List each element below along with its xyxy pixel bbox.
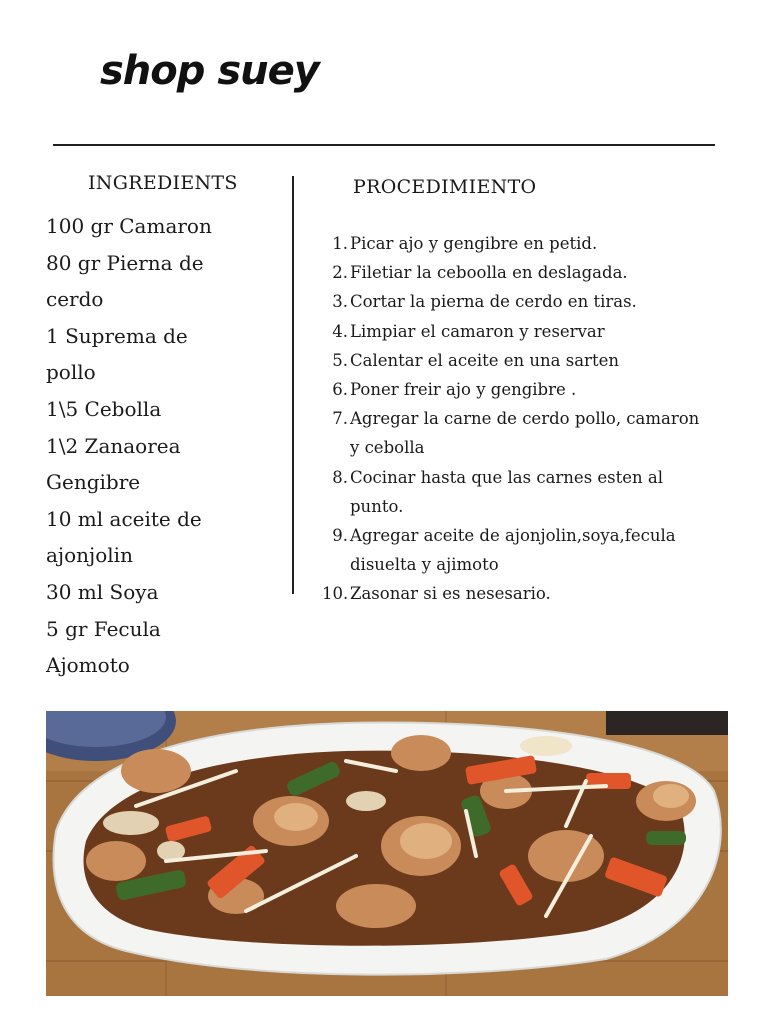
ingredient-line: 5 gr Fecula — [46, 616, 161, 641]
procedure-heading: PROCEDIMIENTO — [353, 176, 537, 198]
procedure-step — [322, 287, 702, 316]
ingredient-line: ajonjolin — [46, 543, 133, 568]
ingredient-line: 10 ml aceite de — [46, 506, 202, 531]
ingredient-line: 30 ml Soya — [46, 579, 159, 604]
procedure-step — [322, 463, 702, 521]
step-number: 10. — [322, 584, 349, 604]
ingredients-list — [46, 208, 266, 684]
ingredient-line: Gengibre — [46, 470, 141, 495]
procedure-step — [322, 229, 702, 258]
ingredient-line: cerdo — [46, 287, 104, 312]
ingredient-line: 80 gr Pierna de — [46, 250, 204, 275]
column-divider — [292, 176, 294, 594]
step-number: 7. — [332, 409, 348, 429]
step-text: Limpiar el camaron y reservar — [350, 321, 605, 341]
ingredients-heading: INGREDIENTS — [88, 172, 238, 194]
ingredient-line: pollo — [46, 360, 96, 385]
step-number: 8. — [332, 467, 348, 487]
step-number: 4. — [332, 321, 348, 341]
procedure-step — [322, 258, 702, 287]
step-text: Cocinar hasta que las carnes esten al punto. — [350, 467, 664, 516]
step-number: 5. — [332, 350, 348, 370]
ingredient-line: 100 gr Camaron — [46, 214, 212, 238]
procedure-step — [322, 375, 702, 404]
procedure-step — [322, 317, 702, 346]
step-number: 3. — [332, 292, 348, 312]
procedure-list — [322, 229, 702, 609]
step-text: Cortar la pierna de cerdo en tiras. — [350, 292, 637, 312]
ingredient-line: 1\5 Cebolla — [46, 396, 162, 421]
ingredient-line: 1 Suprema de — [46, 323, 188, 348]
step-text: Agregar aceite de ajonjolin,soya,fecula disuelta y ajimoto — [350, 526, 676, 575]
step-text: Calentar el aceite en una sarten — [350, 350, 619, 370]
step-number: 2. — [332, 263, 348, 283]
step-number: 1. — [332, 234, 348, 253]
step-number: 6. — [332, 380, 348, 400]
step-text: Agregar la carne de cerdo pollo, camaron y cebolla — [350, 409, 700, 458]
procedure-step — [322, 579, 702, 608]
step-text: Zasonar si es nesesario. — [350, 584, 551, 604]
step-text: Picar ajo y gengibre en petid. — [350, 234, 598, 253]
procedure-step — [322, 404, 702, 462]
stir-fry-illustration — [46, 711, 728, 996]
title-divider — [53, 144, 715, 146]
procedure-step — [322, 521, 702, 579]
recipe-title: shop suey — [100, 48, 319, 94]
step-text: Filetiar la ceboolla en deslagada. — [350, 263, 628, 283]
procedure-step — [322, 346, 702, 375]
ingredient-line: Ajomoto — [46, 653, 130, 678]
ingredient-line: 1\2 Zanaorea — [46, 433, 181, 458]
step-number: 9. — [332, 526, 348, 546]
step-text: Poner freir ajo y gengibre . — [350, 380, 577, 400]
dish-photo — [46, 711, 728, 996]
